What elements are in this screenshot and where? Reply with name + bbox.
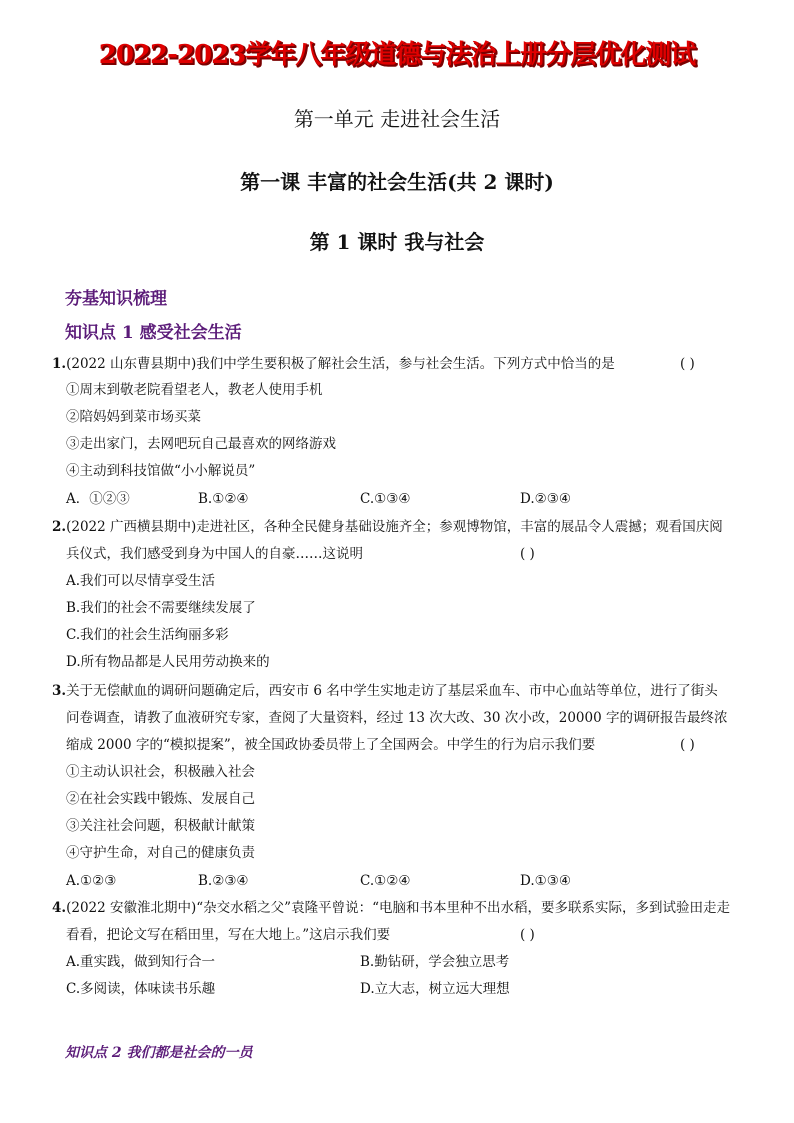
answer-bracket: ( ) <box>680 356 695 372</box>
section-heading: 夯基知识梳理 <box>65 289 167 309</box>
question-text: (2022 广西横县期中)走进社区，各种全民健身基础设施齐全；参观博物馆，丰富的展品令人震撼；观看国庆阅 <box>66 519 723 535</box>
question-number: 1. <box>52 356 67 372</box>
option-a: A.重实践，做到知行合一 <box>66 954 216 970</box>
statement-item: ②陪妈妈到菜市场买菜 <box>66 409 201 425</box>
question-3-stem-line-3: 缩成 2000 字的“模拟提案”，被全国政协委员带上了全国两会。中学生的行为启示我们要 <box>66 737 596 753</box>
answer-bracket: ( ) <box>520 927 535 943</box>
option-c: C.①②④ <box>360 873 411 889</box>
unit-heading: 第一单元 走进社会生活 <box>293 107 501 131</box>
question-2-stem-line-2: 兵仪式，我们感受到身为中国人的自豪……这说明 <box>66 546 363 562</box>
option-d: D.所有物品都是人民用劳动换来的 <box>66 654 270 670</box>
option-d: D.立大志，树立远大理想 <box>360 981 510 997</box>
question-text: 关于无偿献血的调研问题确定后，西安市 6 名中学生实地走访了基层采血车、市中心血站等单位，进行了街头 <box>66 683 718 699</box>
option-d: D.①③④ <box>520 873 571 889</box>
option-a: A．①②③ <box>66 491 130 507</box>
question-1-stem <box>52 355 615 373</box>
statement-item: ③关注社会问题，积极献计献策 <box>66 818 255 834</box>
question-4-stem-line-2: 看看，把论文写在稻田里，写在大地上。”这启示我们要 <box>66 927 391 943</box>
period-heading: 第 1 课时 我与社会 <box>309 230 485 254</box>
option-c: C.多阅读，体味读书乐趣 <box>66 981 216 997</box>
question-text: (2022 山东曹县期中)我们中学生要积极了解社会生活，参与社会生活。下列方式中恰当的是 <box>66 356 615 372</box>
statement-item: ①周末到敬老院看望老人，教老人使用手机 <box>66 382 323 398</box>
knowledge-point-2-heading: 知识点 2 我们都是社会的一员 <box>65 1045 253 1061</box>
knowledge-point-1-heading: 知识点 1 感受社会生活 <box>65 323 242 343</box>
document-title: 2022-2023学年八年级道德与法治上册分层优化测试 <box>98 40 696 70</box>
option-d: D.②③④ <box>520 491 571 507</box>
option-b: B.②③④ <box>198 873 249 889</box>
option-b: B.我们的社会不需要继续发展了 <box>66 600 256 616</box>
lesson-heading: 第一课 丰富的社会生活(共 2 课时) <box>240 170 554 194</box>
question-text: (2022 安徽淮北期中)“杂交水稻之父”袁隆平曾说：“电脑和书本里种不出水稻，要多联系实际，多到试验田走走 <box>66 900 730 916</box>
statement-item: ④守护生命，对自己的健康负责 <box>66 845 255 861</box>
question-number: 3. <box>52 683 67 699</box>
question-4-stem-line-1 <box>52 899 730 917</box>
option-b: B.勤钻研，学会独立思考 <box>360 954 510 970</box>
option-c: C.我们的社会生活绚丽多彩 <box>66 627 229 643</box>
question-number: 2. <box>52 519 67 535</box>
question-3-stem-line-2: 问卷调查，请教了血液研究专家，查阅了大量资料，经过 13 次大改、30 次小改，20000 字的调研报告最终浓 <box>66 710 728 726</box>
statement-item: ①主动认识社会，积极融入社会 <box>66 764 255 780</box>
question-number: 4. <box>52 900 67 916</box>
option-b: B.①②④ <box>198 491 249 507</box>
question-3-stem-line-1 <box>52 682 718 700</box>
statement-item: ④主动到科技馆做“小小解说员” <box>66 463 256 479</box>
statement-item: ③走出家门，去网吧玩自己最喜欢的网络游戏 <box>66 436 336 452</box>
statement-item: ②在社会实践中锻炼、发展自己 <box>66 791 255 807</box>
option-a: A.①②③ <box>66 873 117 889</box>
option-c: C.①③④ <box>360 491 411 507</box>
answer-bracket: ( ) <box>520 546 535 562</box>
answer-bracket: ( ) <box>680 737 695 753</box>
option-a: A.我们可以尽情享受生活 <box>66 573 216 589</box>
question-2-stem-line-1 <box>52 518 723 536</box>
